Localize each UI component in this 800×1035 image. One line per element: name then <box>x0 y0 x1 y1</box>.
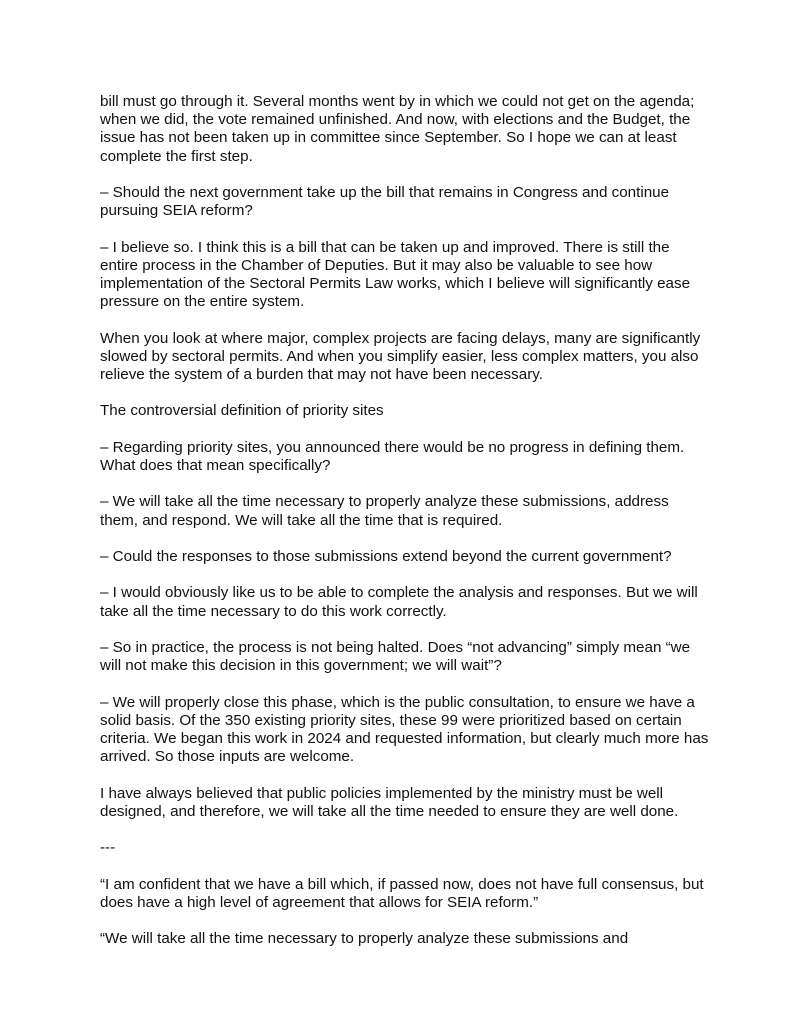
section-heading-priority-sites: The controversial definition of priority sites <box>100 402 384 420</box>
paragraph-bill-continuation: bill must go through it. Several months went by in which we could not get on the agenda; when we did, the vote remained unfinished. And now, with elections and the Budget, the issue has not been taken up in committee since September. So I hope we can at least complete the first step. <box>100 93 695 165</box>
answer-not-advancing: – We will properly close this phase, which is the public consultation, to ensure we have a solid basis. Of the 350 existing priority sites, these 99 were prioritized based on certain criteria. We began this work in 2024 and requested information, but clearly much more has arrived. So those inputs are welcome. <box>100 693 709 766</box>
pull-quote-analyze-submissions: “We will take all the time necessary to properly analyze these submissions and <box>100 930 629 948</box>
answer-beyond-government: – I would obviously like us to be able to complete the analysis and responses. But we will take all the time necessary to do this work correctly. <box>100 584 698 620</box>
pull-quote-bill-consensus: “I am confident that we have a bill which, if passed now, does not have full consensus, but does have a high level of agreement that allows for SEIA reform.” <box>100 875 704 911</box>
question-not-advancing: – So in practice, the process is not being halted. Does “not advancing” simply mean “we will not make this decision in this government; we will wait”? <box>100 638 691 675</box>
question-next-government: – Should the next government take up the bill that remains in Congress and continue pursuing SEIA reform? <box>100 184 670 220</box>
question-priority-sites: – Regarding priority sites, you announced there would be no progress in defining them. What does that mean specifically? <box>100 438 685 474</box>
paragraph-project-delays: When you look at where major, complex projects are facing delays, many are significantly slowed by sectoral permits. And when you simplify easier, less complex matters, you also relieve the system of a burden that may not have been necessary. <box>100 329 701 383</box>
answer-priority-sites: – We will take all the time necessary to properly analyze these submissions, address them, and respond. We will take all the time that is required. <box>100 493 669 529</box>
section-separator: --- <box>100 839 116 857</box>
question-beyond-government: – Could the responses to those submissions extend beyond the current government? <box>100 547 672 565</box>
paragraph-public-policies: I have always believed that public policies implemented by the ministry must be well designed, and therefore, we will take all the time needed to ensure they are well done. <box>100 784 679 820</box>
document-page <box>100 93 710 967</box>
answer-next-government: – I believe so. I think this is a bill that can be taken up and improved. There is still the entire process in the Chamber of Deputies. But it may also be valuable to see how implementation of the Sectoral Permits Law works, which I believe will significantly ease pressure on the entire system. <box>100 238 691 311</box>
